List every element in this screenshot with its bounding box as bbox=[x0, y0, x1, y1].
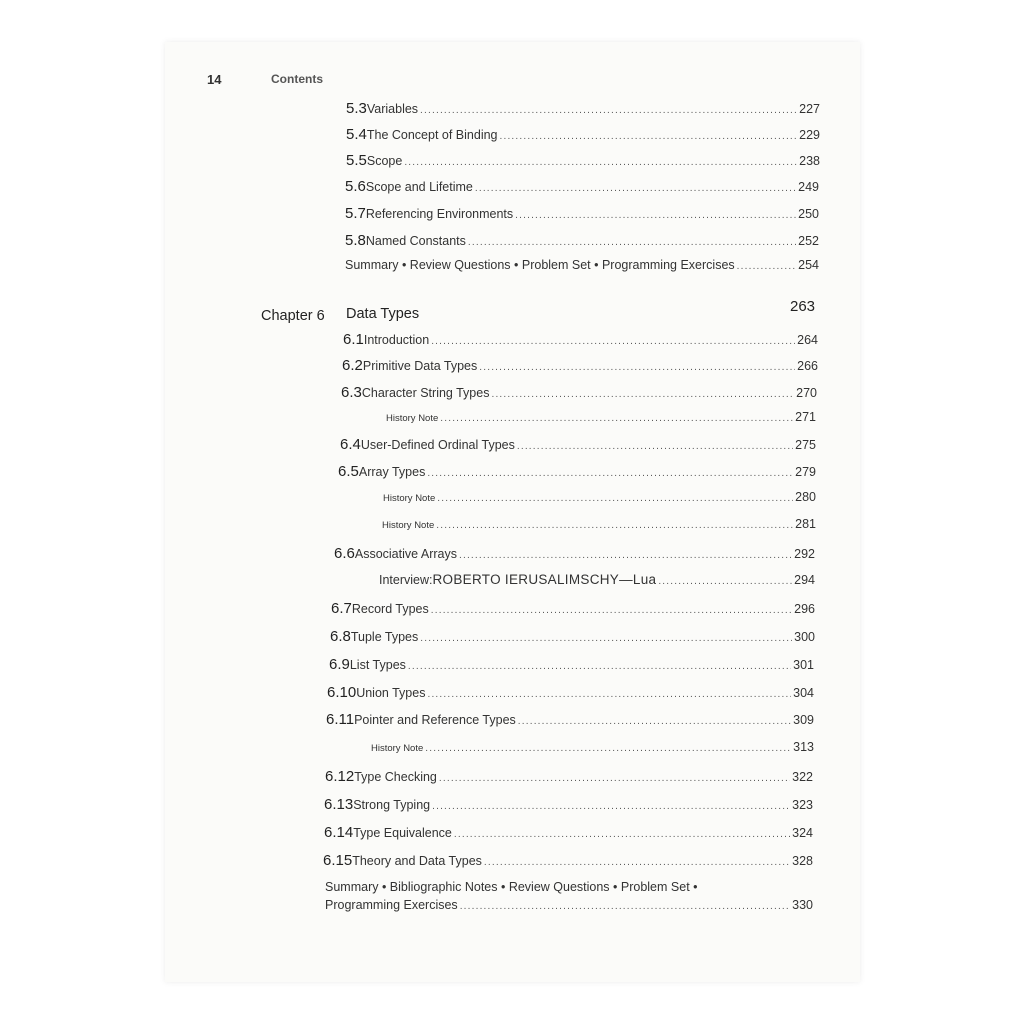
section-title: Tuple Types bbox=[350, 630, 419, 644]
section-page: 250 bbox=[798, 207, 819, 221]
chapter-label: Chapter 6 bbox=[261, 308, 325, 324]
section-number: 6.9 bbox=[329, 656, 350, 673]
section-title: Character String Types bbox=[361, 386, 490, 400]
section-page: 271 bbox=[795, 410, 816, 424]
section-number: 6.13 bbox=[324, 796, 354, 813]
section-page: 294 bbox=[794, 573, 815, 587]
section-title: Variables bbox=[366, 102, 419, 116]
toc-entry-6-3 bbox=[341, 384, 817, 406]
section-page: 227 bbox=[799, 102, 820, 116]
section-title: Strong Typing bbox=[353, 798, 431, 812]
toc-history-note bbox=[371, 740, 814, 762]
section-number: 5.6 bbox=[345, 178, 366, 195]
section-page: 249 bbox=[798, 180, 819, 194]
toc-entry-6-13 bbox=[324, 796, 813, 818]
dot-leader bbox=[518, 716, 791, 727]
section-title: Named Constants bbox=[365, 234, 466, 248]
section-page: 229 bbox=[799, 128, 820, 142]
dot-leader bbox=[408, 661, 791, 672]
dot-leader bbox=[420, 105, 797, 116]
toc-entry-5-4 bbox=[346, 126, 820, 148]
running-header: Contents bbox=[271, 72, 323, 86]
dot-leader bbox=[404, 157, 797, 168]
toc-chapter6-summary bbox=[325, 898, 813, 920]
dot-leader bbox=[431, 605, 792, 616]
toc-entry-5-8 bbox=[345, 232, 819, 254]
section-number: 6.15 bbox=[323, 852, 353, 869]
summary-page: 254 bbox=[798, 258, 819, 272]
toc-entry-6-11 bbox=[326, 711, 814, 733]
dot-leader bbox=[491, 389, 794, 400]
dot-leader bbox=[439, 773, 790, 784]
chapter-page: 263 bbox=[790, 298, 816, 315]
dot-leader bbox=[427, 468, 793, 479]
section-page: 323 bbox=[792, 798, 813, 812]
section-page: 300 bbox=[794, 630, 815, 644]
dot-leader bbox=[500, 131, 798, 142]
interview-suffix: —Lua bbox=[619, 572, 657, 587]
toc-entry-5-7 bbox=[345, 205, 819, 227]
section-title: Associative Arrays bbox=[354, 547, 457, 561]
toc-entry-5-3 bbox=[346, 100, 820, 122]
section-page: 266 bbox=[797, 359, 818, 373]
dot-leader bbox=[432, 801, 790, 812]
section-number: 6.3 bbox=[341, 384, 362, 401]
section-page: 281 bbox=[795, 517, 816, 531]
dot-leader bbox=[515, 210, 796, 221]
section-page: 324 bbox=[792, 826, 813, 840]
section-title: Referencing Environments bbox=[365, 207, 514, 221]
section-title: History Note bbox=[371, 743, 424, 754]
toc-entry-6-6 bbox=[334, 545, 815, 567]
section-number: 6.10 bbox=[327, 684, 357, 701]
dot-leader bbox=[517, 441, 793, 452]
section-title: Pointer and Reference Types bbox=[354, 713, 516, 727]
dot-leader bbox=[431, 336, 795, 347]
section-number: 6.8 bbox=[330, 628, 351, 645]
section-number: 6.4 bbox=[340, 436, 361, 453]
section-title: The Concept of Binding bbox=[366, 128, 498, 142]
section-title: Theory and Data Types bbox=[352, 854, 482, 868]
dot-leader bbox=[460, 901, 790, 912]
dot-leader bbox=[437, 493, 793, 504]
section-title: History Note bbox=[383, 493, 436, 504]
section-page: 301 bbox=[793, 658, 814, 672]
toc-entry-6-10 bbox=[327, 684, 814, 706]
dot-leader bbox=[425, 743, 791, 754]
dot-leader bbox=[468, 237, 796, 248]
section-page: 264 bbox=[797, 333, 818, 347]
section-page: 270 bbox=[796, 386, 817, 400]
section-page: 322 bbox=[792, 770, 813, 784]
section-title: User-Defined Ordinal Types bbox=[360, 438, 515, 452]
toc-entry-6-7 bbox=[331, 600, 815, 622]
section-title: History Note bbox=[386, 413, 439, 424]
toc-entry-6-15 bbox=[323, 852, 813, 874]
toc-entry-6-1 bbox=[343, 331, 818, 353]
dot-leader bbox=[475, 183, 796, 194]
section-page: 280 bbox=[795, 490, 816, 504]
section-title: Type Equivalence bbox=[353, 826, 452, 840]
section-title: List Types bbox=[349, 658, 406, 672]
section-number: 6.2 bbox=[342, 357, 363, 374]
dot-leader bbox=[436, 520, 793, 531]
dot-leader bbox=[454, 829, 790, 840]
section-title: Scope and Lifetime bbox=[365, 180, 473, 194]
toc-interview bbox=[379, 572, 815, 594]
section-page: 313 bbox=[793, 740, 814, 754]
dot-leader bbox=[479, 362, 795, 373]
summary-text: Summary • Review Questions • Problem Set • Programming Exercises bbox=[345, 258, 735, 272]
section-page: 309 bbox=[793, 713, 814, 727]
toc-chapter5-summary bbox=[345, 258, 819, 280]
toc-entry-6-5 bbox=[338, 463, 816, 485]
section-number: 5.8 bbox=[345, 232, 366, 249]
toc-entry-6-4 bbox=[340, 436, 816, 458]
toc-history-note bbox=[383, 490, 816, 512]
dot-leader bbox=[658, 576, 792, 587]
section-title: Scope bbox=[366, 154, 403, 168]
section-number: 6.11 bbox=[326, 711, 355, 728]
dot-leader bbox=[427, 689, 791, 700]
dot-leader bbox=[737, 261, 796, 272]
dot-leader bbox=[440, 413, 793, 424]
toc-entry-5-6 bbox=[345, 178, 819, 200]
section-title: Record Types bbox=[351, 602, 429, 616]
section-number: 5.7 bbox=[345, 205, 366, 222]
section-number: 6.14 bbox=[324, 824, 354, 841]
section-page: 279 bbox=[795, 465, 816, 479]
section-page: 328 bbox=[792, 854, 813, 868]
dot-leader bbox=[484, 857, 790, 868]
section-page: 296 bbox=[794, 602, 815, 616]
section-page: 275 bbox=[795, 438, 816, 452]
section-title: Type Checking bbox=[354, 770, 437, 784]
section-number: 6.5 bbox=[338, 463, 359, 480]
section-title: Array Types bbox=[358, 465, 426, 479]
section-title: Primitive Data Types bbox=[362, 359, 478, 373]
section-title: Introduction bbox=[363, 333, 430, 347]
summary-line-2: Programming Exercises bbox=[325, 898, 458, 912]
toc-history-note bbox=[386, 410, 816, 432]
toc-entry-6-12 bbox=[325, 768, 813, 790]
toc-entry-6-14 bbox=[324, 824, 813, 846]
section-page: 304 bbox=[793, 686, 814, 700]
section-title: Union Types bbox=[356, 686, 426, 700]
section-page: 292 bbox=[794, 547, 815, 561]
summary-page: 330 bbox=[792, 898, 813, 912]
section-number: 5.4 bbox=[346, 126, 367, 143]
dot-leader bbox=[420, 633, 792, 644]
section-title: History Note bbox=[382, 520, 435, 531]
section-number: 6.7 bbox=[331, 600, 352, 617]
page-number: 14 bbox=[207, 72, 222, 87]
toc-entry-6-9 bbox=[329, 656, 814, 678]
chapter-title: Data Types bbox=[346, 306, 420, 322]
toc-entry-5-5 bbox=[346, 152, 820, 174]
section-page: 238 bbox=[799, 154, 820, 168]
section-page: 252 bbox=[798, 234, 819, 248]
section-number: 5.5 bbox=[346, 152, 367, 169]
toc-entry-6-8 bbox=[330, 628, 815, 650]
section-number: 6.6 bbox=[334, 545, 355, 562]
section-number: 6.1 bbox=[343, 331, 364, 348]
dot-leader bbox=[459, 550, 792, 561]
toc-entry-6-2 bbox=[342, 357, 818, 379]
interview-prefix: Interview: bbox=[379, 573, 433, 587]
interview-name: ROBERTO IERUSALIMSCHY bbox=[432, 572, 620, 587]
summary-line-1: Summary • Bibliographic Notes • Review Questions • Problem Set • bbox=[325, 880, 698, 894]
section-number: 5.3 bbox=[346, 100, 367, 117]
section-number: 6.12 bbox=[325, 768, 355, 785]
toc-history-note bbox=[382, 517, 816, 539]
